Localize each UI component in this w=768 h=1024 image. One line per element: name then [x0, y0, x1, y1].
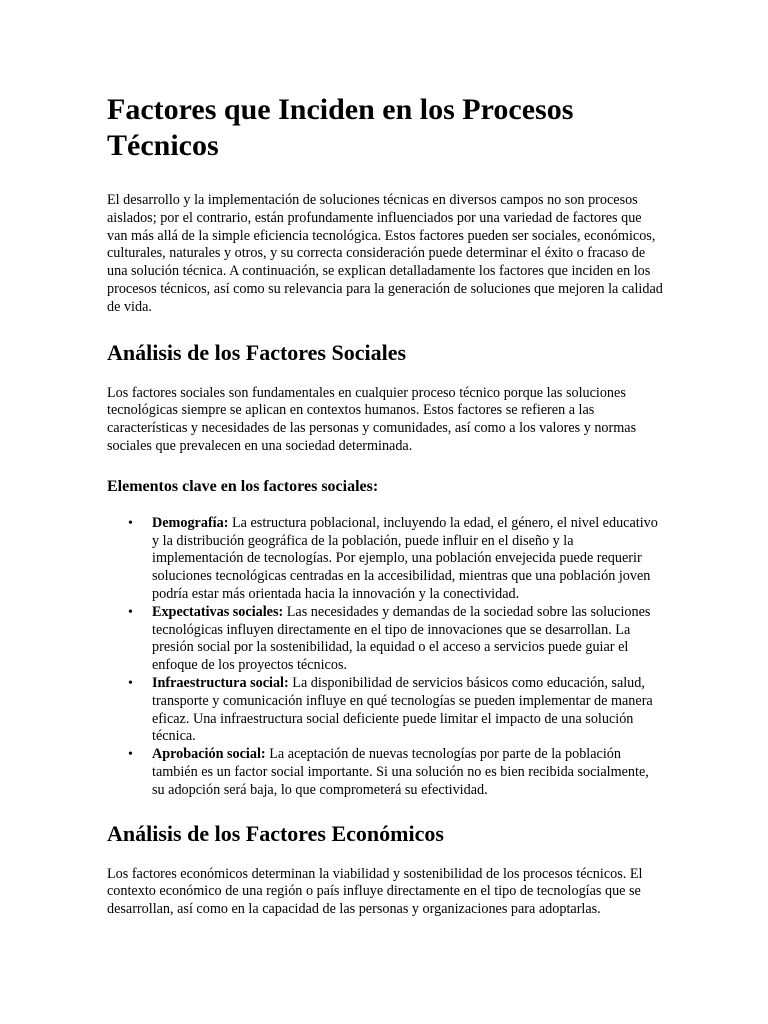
list-item-text: La disponibilidad de servicios básicos como educación, salud, transporte y comunicación influye en qué tecnologías se pueden implementar de manera eficaz. Una infraestructura social deficiente puede limitar el impacto de una solución técnica.: [152, 674, 653, 745]
list-item-term: Demografía:: [152, 514, 229, 531]
social-factors-paragraph: Los factores sociales son fundamentales en cualquier proceso técnico porque las soluciones tecnológicas siempre se aplican en contextos humanos. Estos factores se refieren a las características y necesidades de las personas y comunidades, así como a los valores y normas sociales que prevalecen en una sociedad determinada.: [107, 384, 637, 454]
intro-paragraph: El desarrollo y la implementación de soluciones técnicas en diversos campos no son procesos aislados; por el contrario, están profundamente influenciados por una variedad de factores que van más allá de la simple eficiencia tecnológica. Estos factores pueden ser sociales, económicos, culturales, naturales y otros, y su correcta consideración puede determinar el éxito o fracaso de una solución técnica. A continuación, se explican detalladamente los factores que inciden en los procesos técnicos, así como su relevancia para la generación de soluciones que mejoren la calidad de vida.: [107, 192, 663, 315]
list-item-text: La estructura poblacional, incluyendo la edad, el género, el nivel educativo y la distribución geográfica de la población, puede influir en el diseño y la implementación de tecnologías. Por ejemplo, una población envejecida puede requerir soluciones tecnológicas centradas en la accesibilidad, mientras que una población joven podría estar más orientada hacia la innovación y la conectividad.: [152, 514, 658, 602]
bullet-icon: •: [128, 675, 133, 691]
list-item: [128, 514, 663, 604]
list-item-term: Aprobación social:: [152, 746, 266, 763]
bullet-icon: •: [128, 747, 133, 763]
list-item-term: Expectativas sociales:: [152, 603, 284, 620]
list-item-text: Las necesidades y demandas de la sociedad sobre las soluciones tecnológicas influyen directamente en el tipo de innovaciones que se desarrollan. La presión social por la sostenibilidad, la equidad o el acceso a servicios puede guiar el enfoque de los proyectos técnicos.: [152, 603, 651, 674]
social-elements-list: [107, 515, 663, 800]
economic-factors-paragraph: Los factores económicos determinan la viabilidad y sostenibilidad de los procesos técnicos. El contexto económico de una región o país influye directamente en el tipo de tecnologías que se desarrollan, así como en la capacidad de las personas y organizaciones para adoptarlas.: [107, 865, 643, 918]
bullet-icon: •: [128, 604, 133, 620]
list-item: [128, 674, 663, 746]
list-item: [128, 746, 663, 799]
bullet-icon: •: [128, 515, 133, 531]
list-item-text: La aceptación de nuevas tecnologías por parte de la población también es un factor social importante. Si una solución no es bien recibida socialmente, su adopción será baja, lo que comprometerá su efectividad.: [152, 746, 649, 798]
document-page: [107, 92, 663, 940]
list-item: [128, 603, 663, 675]
document-title: Factores que Inciden en los Procesos Técnicos: [107, 93, 574, 162]
social-factors-heading: Análisis de los Factores Sociales: [107, 339, 407, 365]
social-elements-subheading: Elementos clave en los factores sociales:: [107, 477, 379, 495]
list-item-term: Infraestructura social:: [152, 674, 289, 691]
economic-factors-heading: Análisis de los Factores Económicos: [107, 820, 444, 846]
